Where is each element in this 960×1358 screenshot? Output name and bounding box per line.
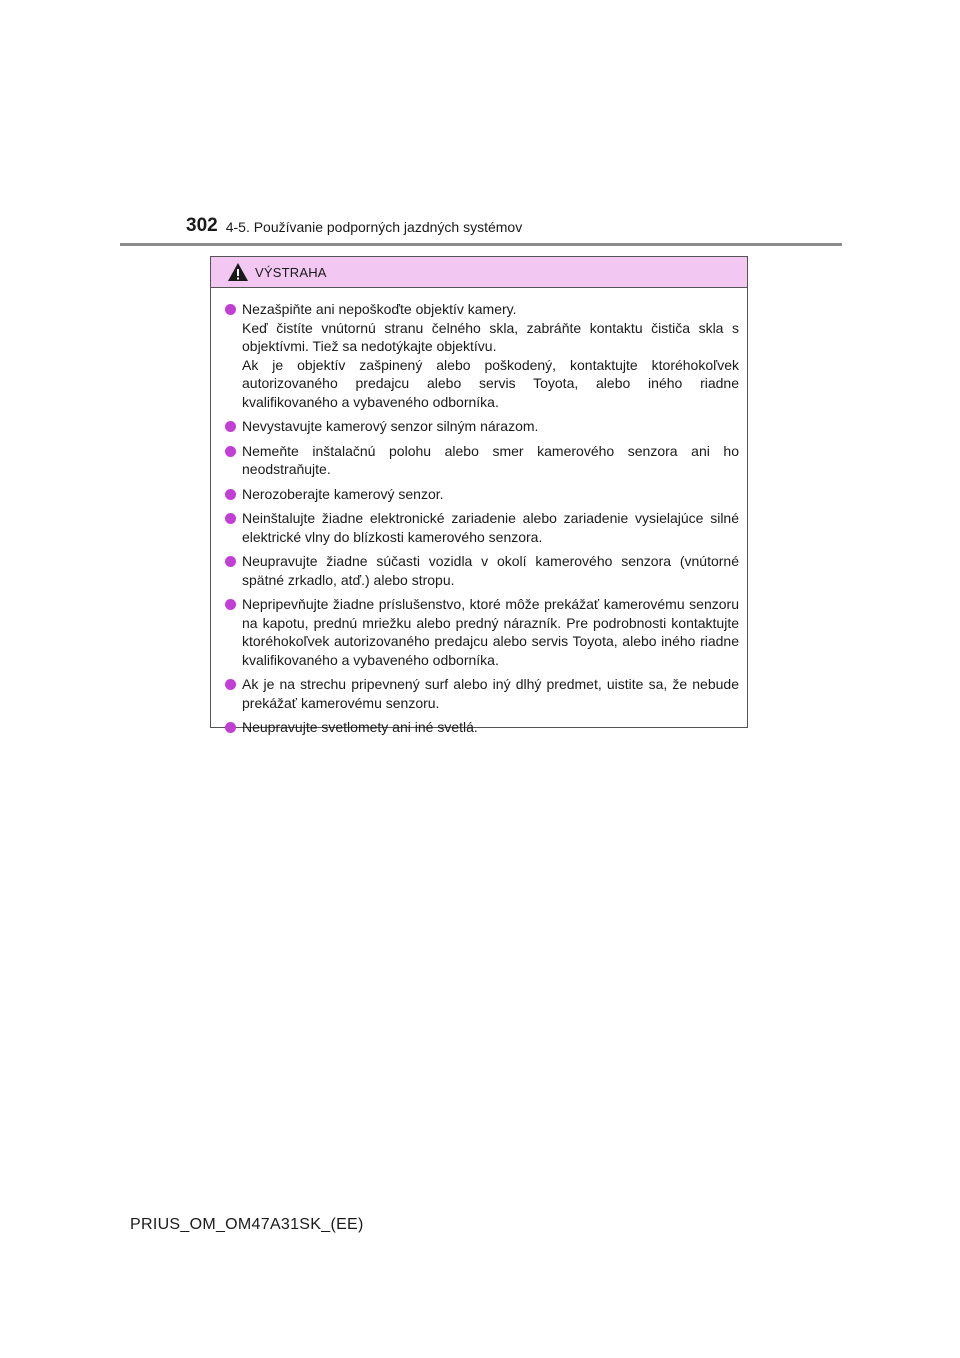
list-item bbox=[225, 509, 739, 546]
item-text: Neupravujte žiadne súčasti vozidla v okolí kamerového senzora (vnútorné spätné zrkadlo, atď.) alebo stropu. bbox=[242, 553, 739, 588]
list-item bbox=[225, 485, 739, 504]
bullet-icon bbox=[225, 722, 236, 733]
bullet-icon bbox=[225, 513, 236, 524]
list-item bbox=[225, 595, 739, 669]
item-text: Nemeňte inštalačnú polohu alebo smer kamerového senzora ani ho neodstraňujte. bbox=[242, 442, 739, 477]
item-text: Ak je objektív zašpinený alebo poškodený, kontaktujte ktoréhokoľvek autorizovaného predajcu alebo servis Toyota, alebo iného riadne kvalifikovaného a vybaveného odborníka. bbox=[242, 356, 739, 410]
bullet-icon bbox=[225, 446, 236, 457]
item-text: Keď čistíte vnútornú stranu čelného skla, zabráňte kontaktu čističa skla s objektívmi. Tiež sa nedotýkajte objektívu. bbox=[242, 319, 739, 354]
warning-box bbox=[210, 256, 748, 735]
bullet-icon bbox=[225, 556, 236, 567]
list-item bbox=[225, 718, 739, 737]
bullet-icon bbox=[225, 489, 236, 500]
item-text: Neinštalujte žiadne elektronické zariadenie alebo zariadenie vysielajúce silné elektrické vlny do blízkosti kamerového senzora. bbox=[242, 510, 739, 545]
section-title: 4-5. Používanie podporných jazdných systémov bbox=[225, 219, 523, 235]
warning-title: VÝSTRAHA bbox=[255, 264, 327, 280]
page-header bbox=[186, 216, 522, 236]
warning-triangle-icon bbox=[227, 262, 249, 282]
item-text: Ak je na strechu pripevnený surf alebo iný dlhý predmet, uistite sa, že nebude prekážať kamerovému senzoru. bbox=[242, 676, 739, 711]
item-text: Neupravujte svetlomety ani iné svetlá. bbox=[242, 719, 478, 735]
list-item bbox=[225, 300, 739, 411]
bullet-icon bbox=[225, 304, 236, 315]
page-number: 302 bbox=[186, 215, 218, 236]
item-text: Nepripevňujte žiadne príslušenstvo, ktoré môže prekážať kamerovému senzoru na kapotu, prednú mriežku alebo predný nárazník. Pre podrobnosti kontaktujte ktoréhokoľvek autorizovaného predajcu alebo servis Toyota, alebo iného riadne kvalifikovaného a vybaveného odborníka. bbox=[242, 596, 739, 668]
list-item bbox=[225, 675, 739, 712]
item-text: Nerozoberajte kamerový senzor. bbox=[242, 485, 444, 502]
list-item bbox=[225, 552, 739, 589]
item-text: Nevystavujte kamerový senzor silným nárazom. bbox=[242, 418, 539, 434]
bullet-icon bbox=[225, 599, 236, 610]
bullet-icon bbox=[225, 679, 236, 690]
header-divider bbox=[120, 243, 842, 246]
list-item bbox=[225, 442, 739, 479]
item-text: Nezašpiňte ani nepoškoďte objektív kamery. bbox=[242, 301, 517, 317]
warning-list bbox=[211, 288, 747, 737]
warning-header bbox=[211, 257, 747, 288]
list-item bbox=[225, 417, 739, 436]
bullet-icon bbox=[225, 421, 236, 432]
document-code: PRIUS_OM_OM47A31SK_(EE) bbox=[130, 1216, 364, 1233]
